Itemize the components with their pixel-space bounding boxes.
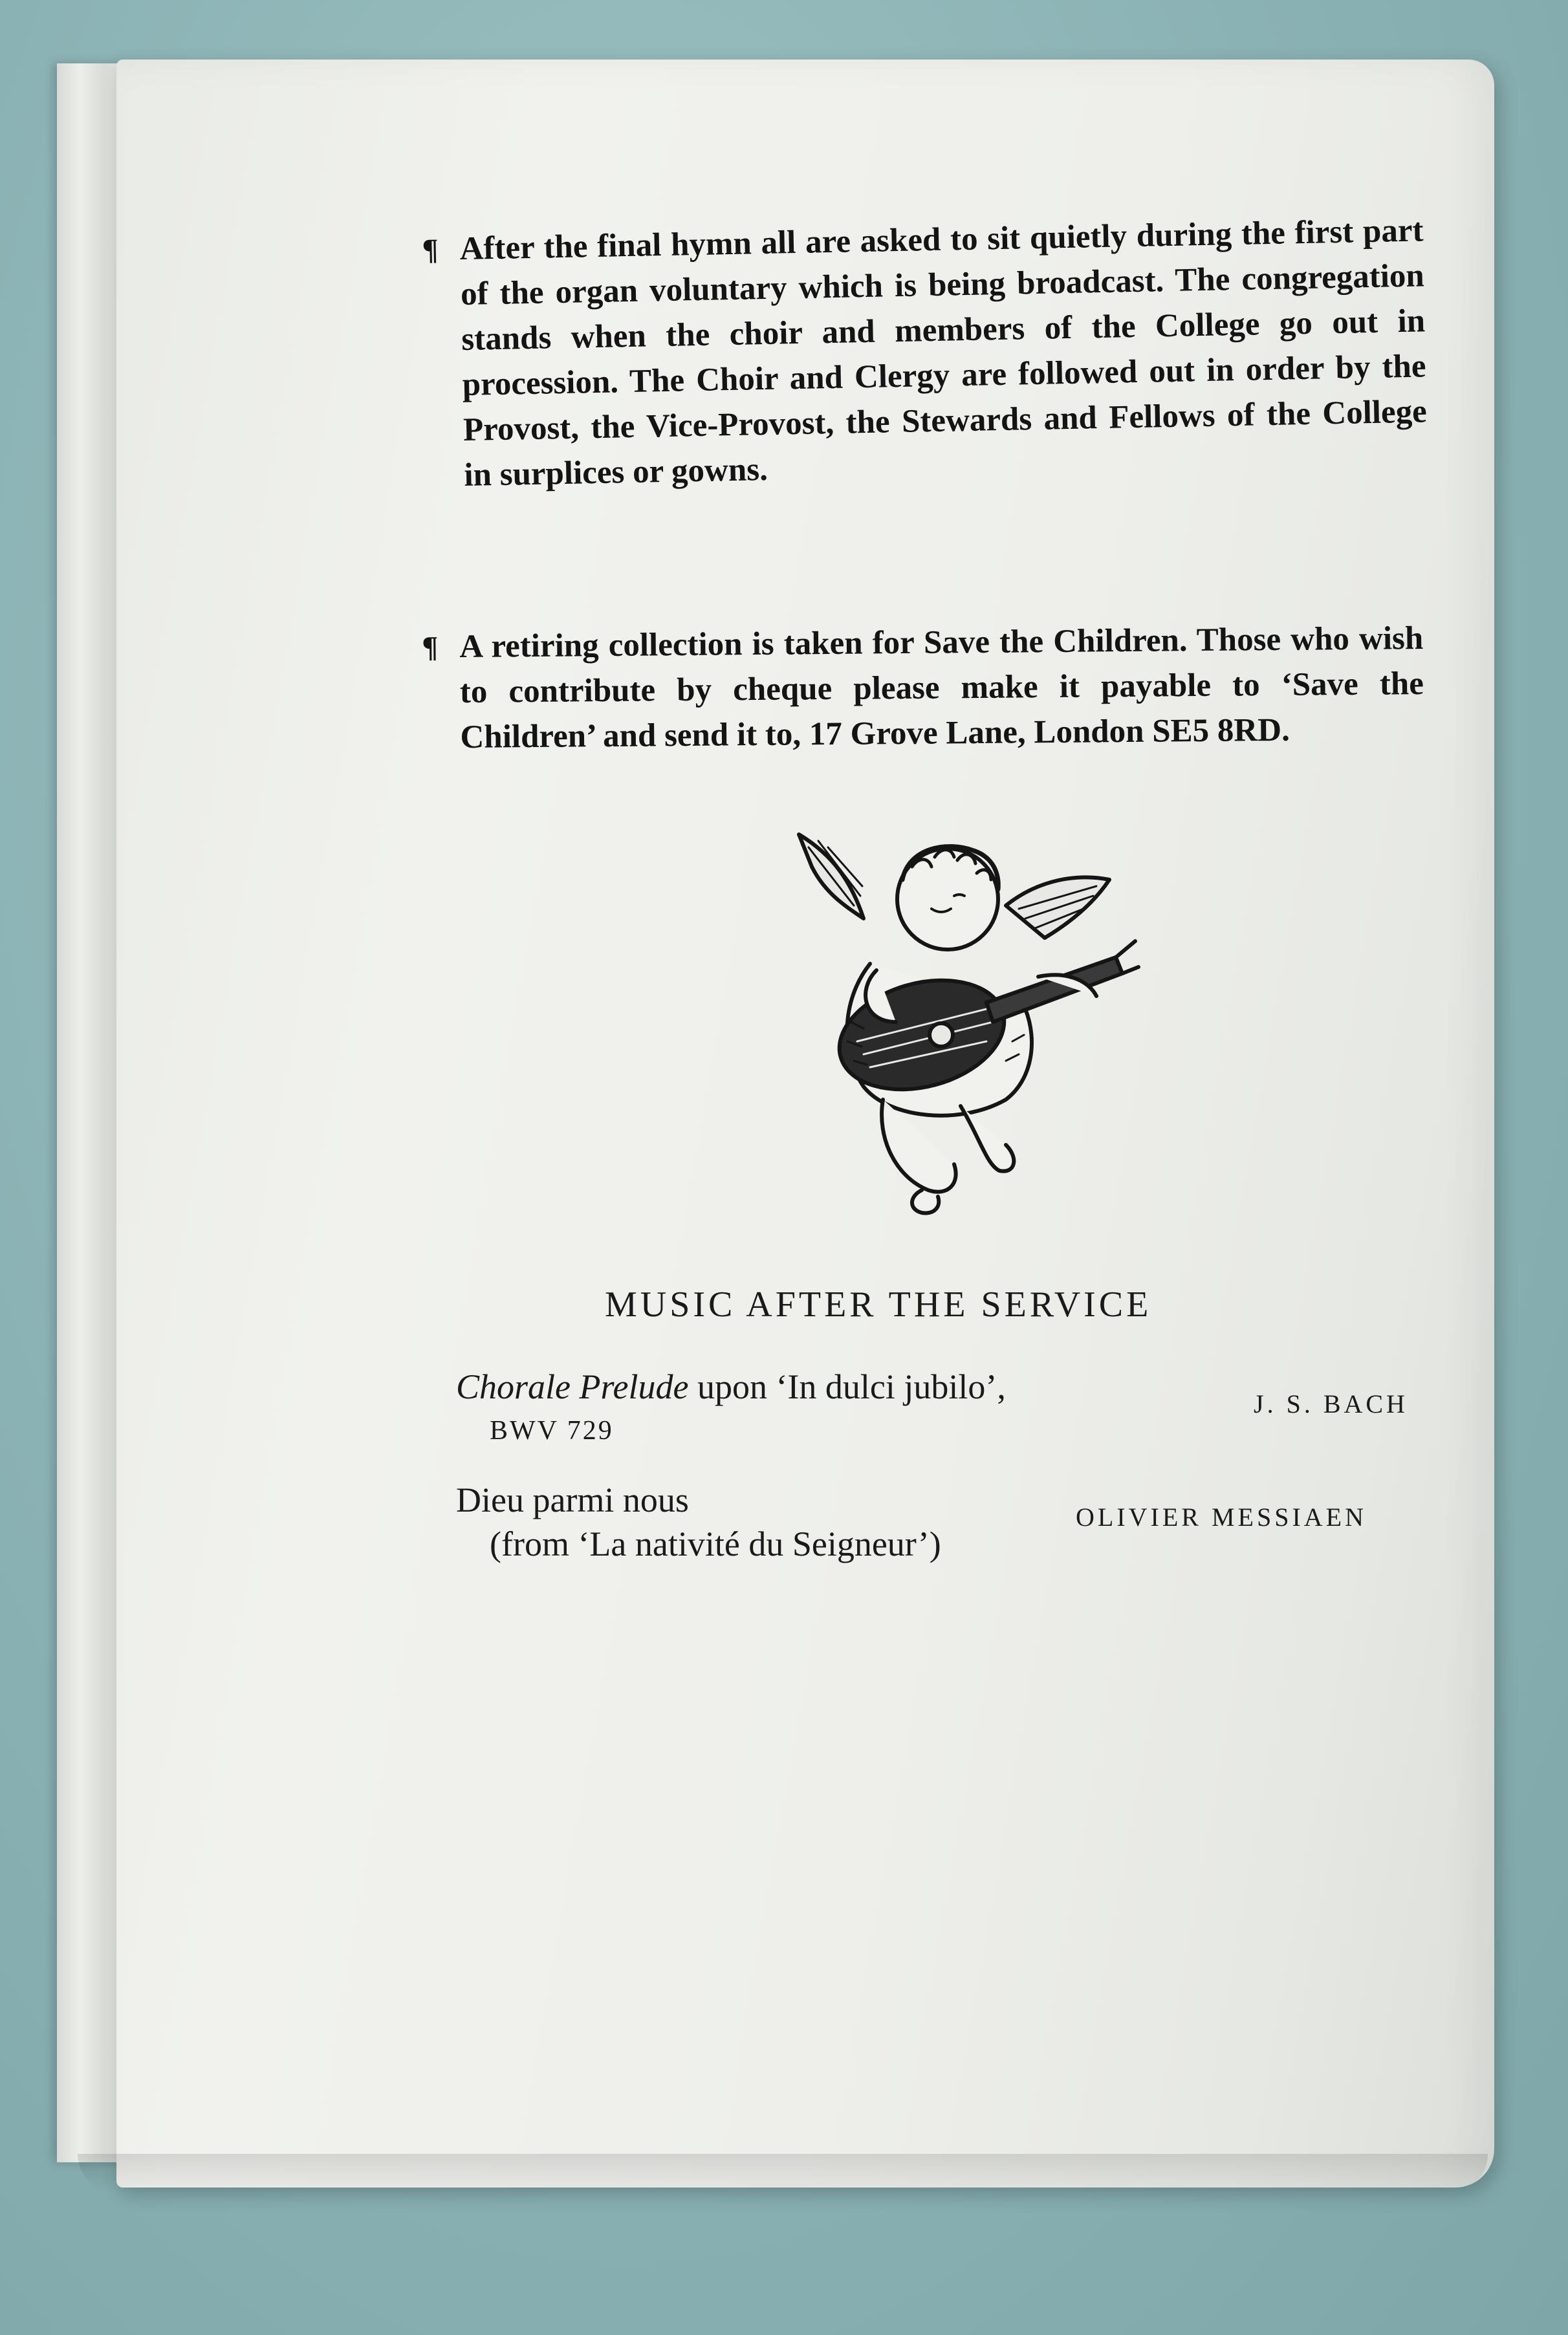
piece-source: (from ‘La nativité du Seigneur’): [490, 1525, 941, 1563]
piece-title-italic: Chorale Prelude: [456, 1367, 689, 1406]
music-after-service-heading: MUSIC AFTER THE SERVICE: [605, 1285, 1152, 1325]
page-shadow: [78, 2154, 1488, 2193]
pilcrow-icon: ¶: [422, 630, 439, 664]
piece-title: Dieu parmi nous: [456, 1481, 689, 1519]
pilcrow-icon: ¶: [422, 232, 439, 266]
music-piece-messiaen: [456, 1478, 941, 1566]
music-piece-bach: [456, 1365, 1006, 1453]
composer-name: OLIVIER MESSIAEN: [1076, 1503, 1367, 1532]
notice-collection-text: A retiring collection is taken for Save the Children. Those who wish to contribute by cheque please make it payable to ‘Save the Children’ and send it to, 17 Grove Lane, London SE5 8RD.: [459, 620, 1424, 755]
piece-title: upon ‘In dulci jubilo’,: [688, 1367, 1006, 1406]
notice-after-hymn: [422, 208, 1428, 498]
notice-collection: [422, 616, 1424, 760]
composer-name: J. S. BACH: [1254, 1389, 1408, 1418]
piece-catalog-number: BWV 729: [490, 1416, 614, 1446]
cherub-with-lute-icon: [792, 828, 1142, 1216]
notice-after-hymn-text: After the final hymn all are asked to sit quietly during the first part of the organ voluntary which is being broadcast. The congregation stands when the choir and members of the College go out in procession. The Choir and Clergy are followed out in order by the Provost, the Vice-Provost, the Stewards and Fellows of the College in surplices or gowns.: [459, 212, 1428, 494]
